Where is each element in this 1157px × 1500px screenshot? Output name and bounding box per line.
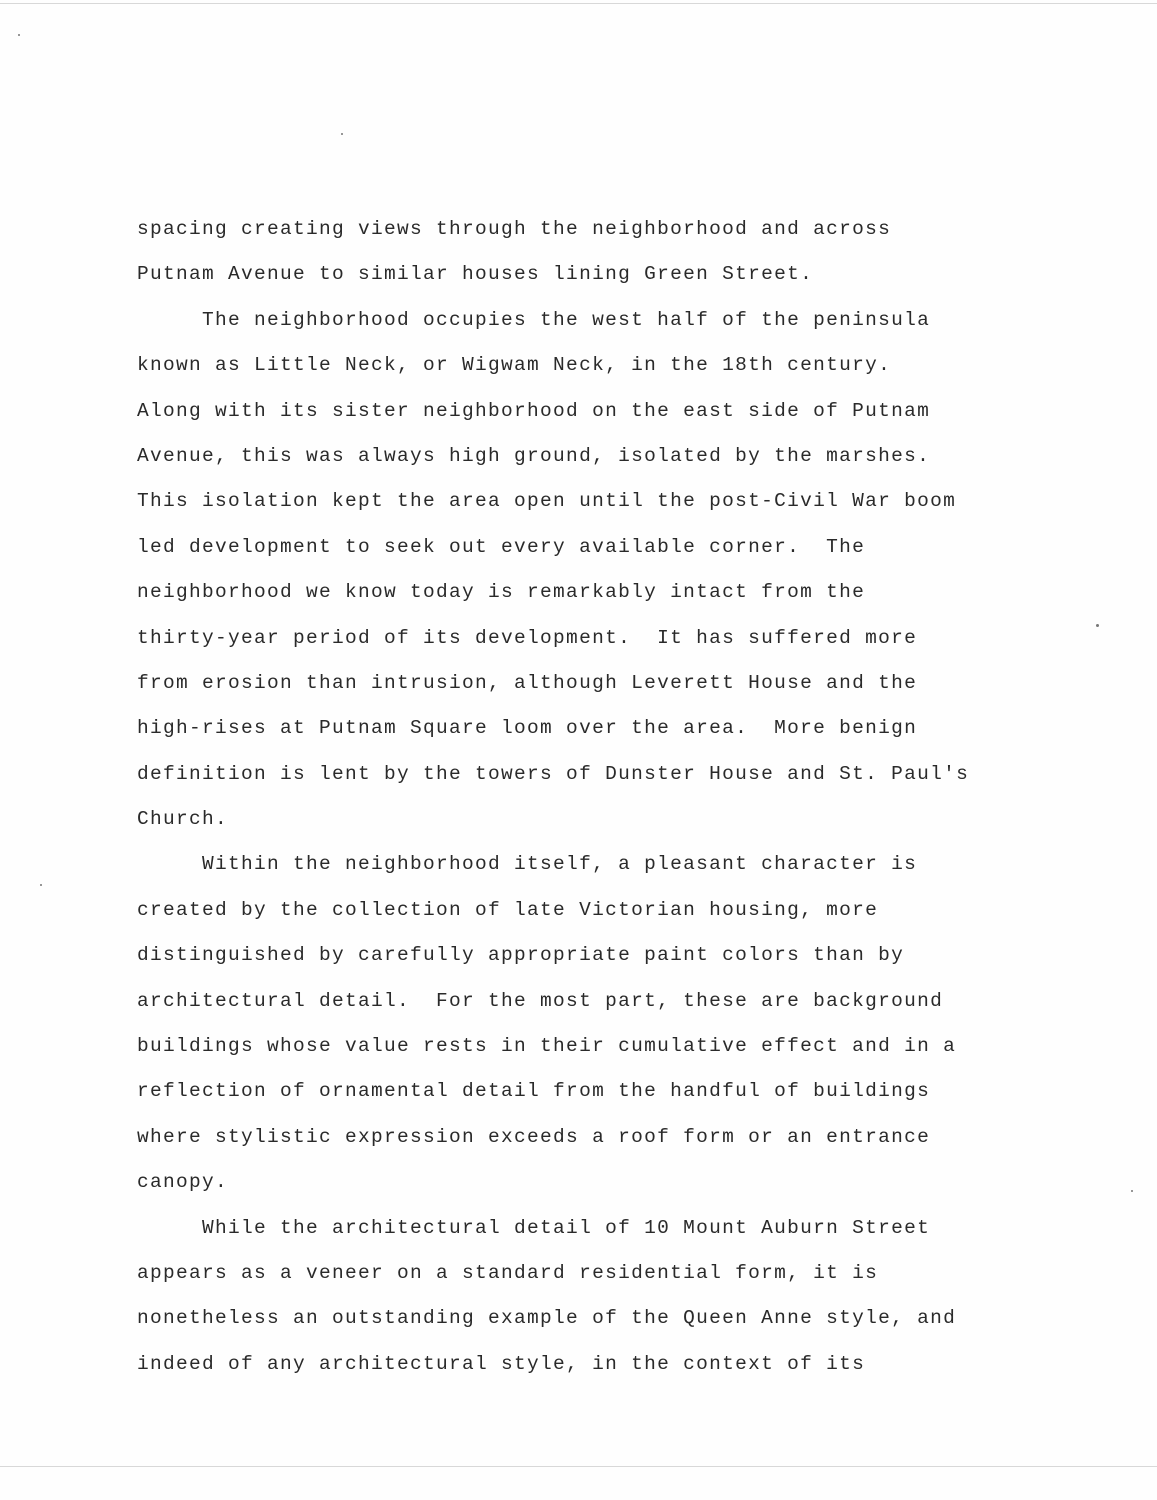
text-line: architectural detail. For the most part, these are background [137, 989, 944, 1012]
scan-speck [1096, 624, 1099, 627]
text-line: This isolation kept the area open until the post-Civil War boom [137, 490, 957, 513]
scan-speck [1131, 1190, 1133, 1192]
bottom-scan-edge [0, 1466, 1157, 1467]
text-line: Along with its sister neighborhood on the east side of Putnam [137, 399, 931, 422]
scan-speck [18, 34, 20, 36]
text-line: Avenue, this was always high ground, isolated by the marshes. [137, 444, 931, 467]
body-text [137, 212, 1037, 1392]
text-line: where stylistic expression exceeds a roof form or an entrance [137, 1125, 931, 1148]
text-line: neighborhood we know today is remarkably intact from the [137, 581, 866, 604]
text-line: Putnam Avenue to similar houses lining Green Street. [137, 263, 814, 286]
paragraph-start-line: Within the neighborhood itself, a pleasant character is [137, 853, 918, 876]
text-line: Church. [137, 808, 229, 831]
text-line: created by the collection of late Victorian housing, more [137, 898, 879, 921]
text-line: known as Little Neck, or Wigwam Neck, in the 18th century. [137, 354, 892, 377]
text-line: buildings whose value rests in their cumulative effect and in a [137, 1035, 957, 1058]
text-line: spacing creating views through the neighborhood and across [137, 218, 892, 240]
text-line: appears as a veneer on a standard residential form, it is [137, 1261, 879, 1284]
text-line: distinguished by carefully appropriate paint colors than by [137, 944, 905, 967]
scan-speck [40, 884, 42, 886]
text-line: thirty-year period of its development. It has suffered more [137, 626, 918, 649]
text-line: high-rises at Putnam Square loom over the area. More benign [137, 717, 918, 740]
text-line: indeed of any architectural style, in the context of its [137, 1352, 866, 1375]
text-line: from erosion than intrusion, although Leverett House and the [137, 671, 918, 694]
text-line: canopy. [137, 1171, 229, 1194]
text-line: led development to seek out every available corner. The [137, 535, 866, 558]
scan-speck [341, 133, 343, 135]
top-scan-edge [0, 3, 1157, 4]
text-line: reflection of ornamental detail from the handful of buildings [137, 1080, 931, 1103]
text-line: definition is lent by the towers of Dunster House and St. Paul's [137, 762, 970, 785]
paragraph-start-line: While the architectural detail of 10 Mount Auburn Street [137, 1216, 931, 1239]
text-line: nonetheless an outstanding example of the Queen Anne style, and [137, 1307, 957, 1330]
paragraph-start-line: The neighborhood occupies the west half of the peninsula [137, 308, 931, 331]
